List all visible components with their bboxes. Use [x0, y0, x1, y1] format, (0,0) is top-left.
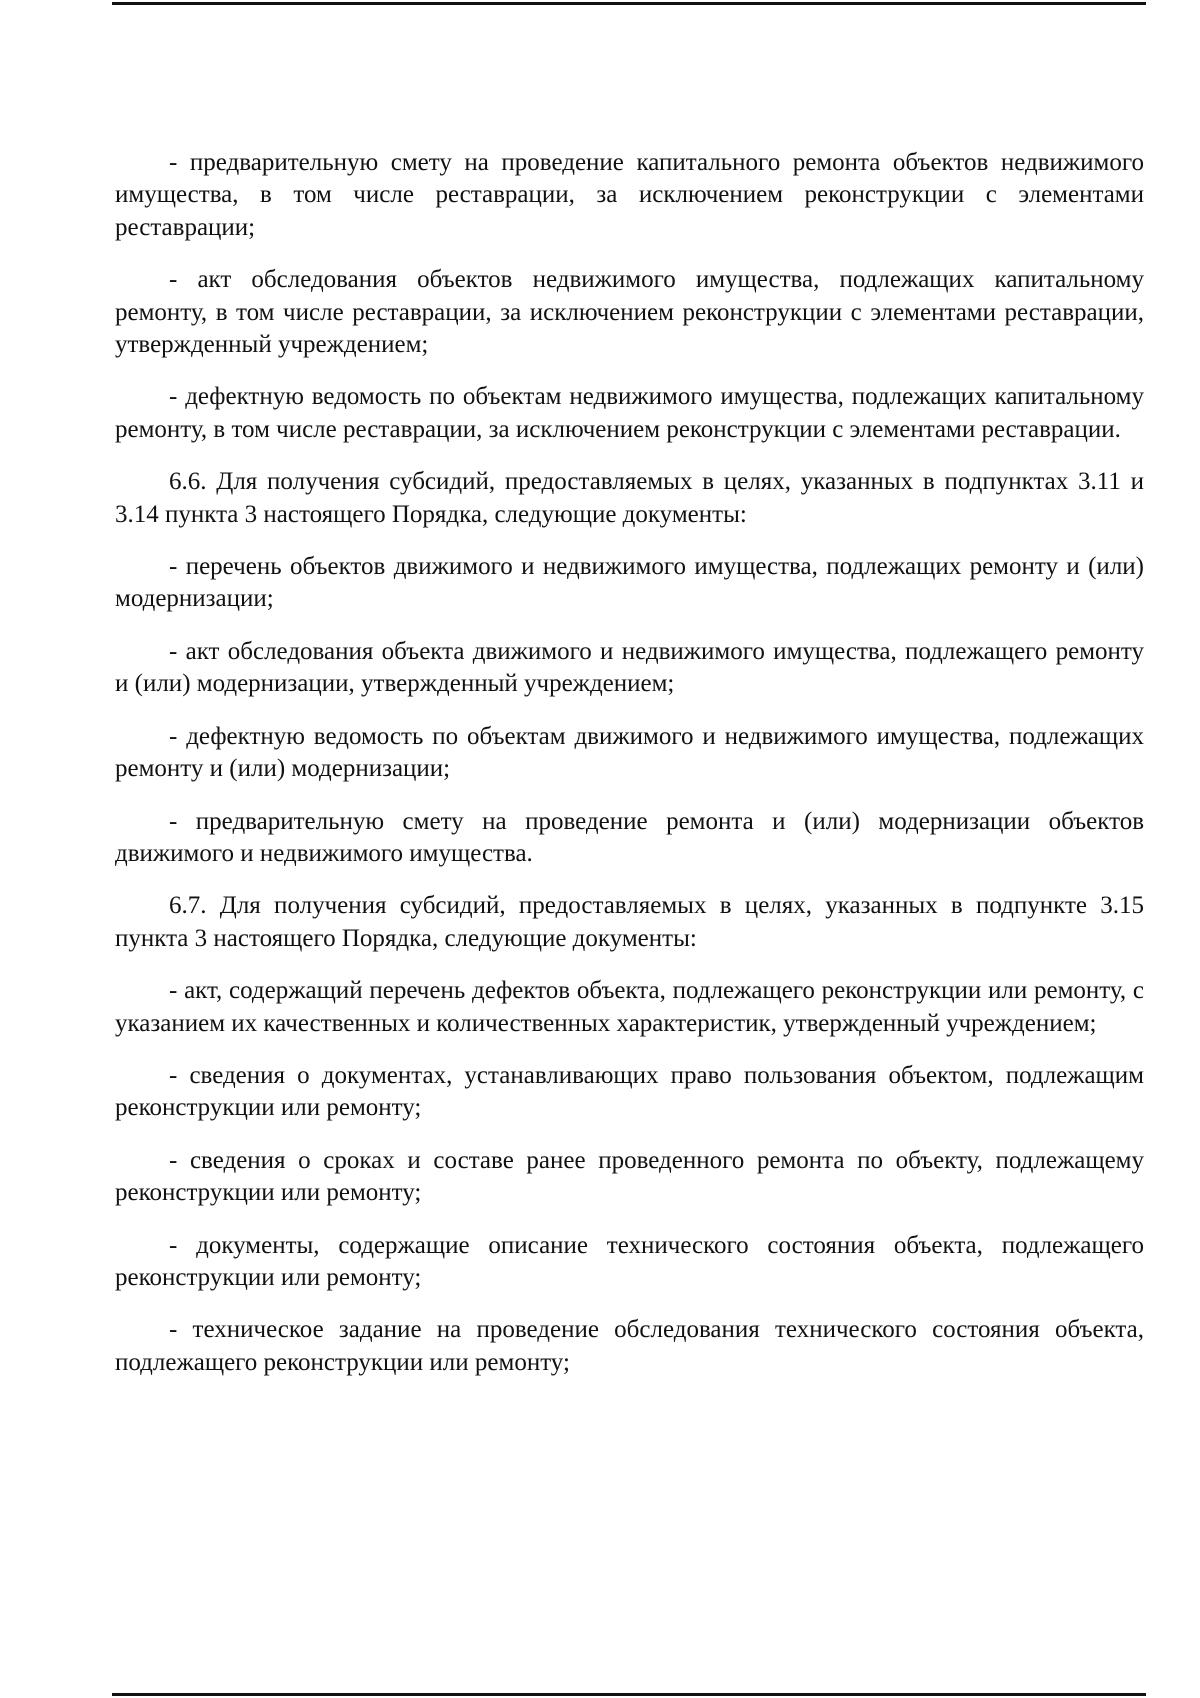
paragraph: - акт обследования объектов недвижимого имущества, подлежащих капитальному ремонту, в том числе реставрации, за исключением реконструкции с элементами реставрации, утвержденный учреждением;: [115, 266, 1144, 359]
paragraph: - сведения о сроках и составе ранее проведенного ремонта по объекту, подлежащему реконструкции или ремонту;: [115, 1146, 1144, 1207]
paragraph: - предварительную смету на проведение ремонта и (или) модернизации объектов движимого и недвижимого имущества.: [115, 807, 1144, 867]
section-paragraph: 6.6. Для получения субсидий, предоставляемых в целях, указанных в подпунктах 3.11 и 3.14 пункта 3 настоящего Порядка, следующие документы:: [115, 468, 1144, 528]
bottom-rule: [112, 1693, 1146, 1696]
paragraph: - перечень объектов движимого и недвижимого имущества, подлежащих ремонту и (или) модернизации;: [115, 553, 1144, 613]
paragraph: - документы, содержащие описание технического состояния объекта, подлежащего реконструкции или ремонту;: [115, 1231, 1144, 1291]
document-body: [115, 147, 1144, 1399]
paragraph: - акт обследования объекта движимого и недвижимого имущества, подлежащего ремонту и (или) модернизации, утвержденный учреждением;: [115, 637, 1144, 698]
paragraph: - сведения о документах, устанавливающих право пользования объектом, подлежащим реконструкции или ремонту;: [115, 1061, 1144, 1122]
paragraph: - предварительную смету на проведение капитального ремонта объектов недвижимого имущества, в том числе реставрации, за исключением реконструкции с элементами реставрации;: [115, 149, 1144, 241]
paragraph: - дефектную ведомость по объектам недвижимого имущества, подлежащих капитальному ремонту, в том числе реставрации, за исключением реконструкции с элементами реставрации.: [115, 383, 1144, 443]
section-paragraph: 6.7. Для получения субсидий, предоставляемых в целях, указанных в подпункте 3.15 пункта 3 настоящего Порядка, следующие документы:: [115, 892, 1144, 952]
paragraph: - техническое задание на проведение обследования технического состояния объекта, подлежащего реконструкции или ремонту;: [115, 1316, 1144, 1376]
paragraph: - акт, содержащий перечень дефектов объекта, подлежащего реконструкции или ремонту, с указанием их качественных и количественных характеристик, утвержденный учреждением;: [115, 977, 1144, 1037]
paragraph: - дефектную ведомость по объектам движимого и недвижимого имущества, подлежащих ремонту и (или) модернизации;: [115, 722, 1144, 783]
top-rule: [112, 2, 1146, 5]
